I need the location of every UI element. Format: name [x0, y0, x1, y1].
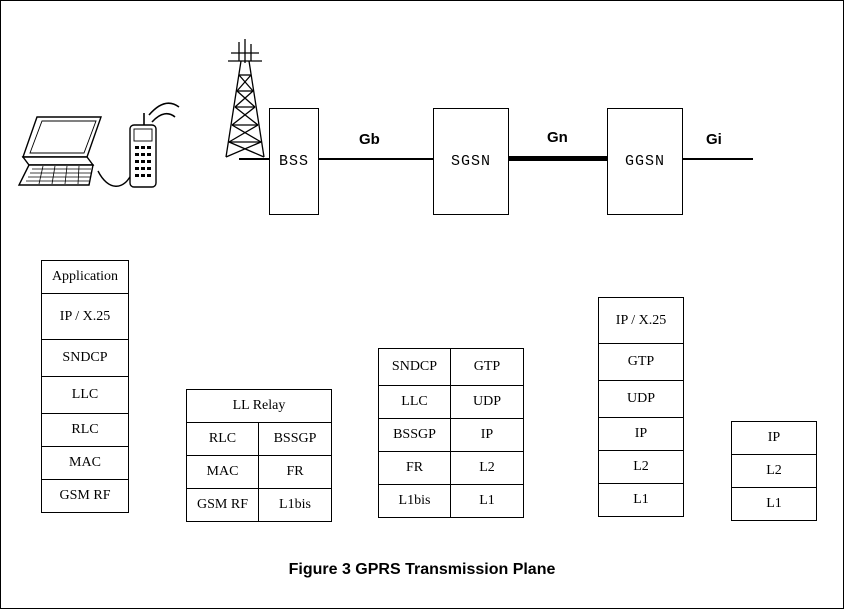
protocol-layer-cell: BSSGP: [379, 419, 451, 451]
protocol-layer-cell: UDP: [626, 391, 655, 406]
protocol-layer-cell: RLC: [71, 422, 99, 437]
figure-caption: Figure 3 GPRS Transmission Plane: [288, 561, 556, 578]
stack-row: [599, 298, 683, 344]
protocol-layer-cell: L1bis: [379, 485, 451, 517]
protocol-layer-cell: L2: [479, 460, 495, 475]
stack-row: [379, 419, 523, 452]
ggsn-protocol-stack: [598, 297, 684, 517]
protocol-layer-cell: GTP: [473, 359, 501, 374]
stack-row: [599, 381, 683, 418]
stack-row: [42, 480, 128, 512]
stack-row: [379, 349, 523, 386]
protocol-layer-cell: L2: [766, 463, 782, 478]
protocol-layer-cell: SNDCP: [379, 349, 451, 385]
stack-row: [42, 294, 128, 340]
stack-row: [187, 456, 331, 489]
protocol-layer-cell: SNDCP: [62, 350, 108, 365]
mobile-phone-icon: [119, 83, 189, 193]
protocol-layer-cell: IP: [480, 427, 494, 442]
protocol-layer-cell: IP / X.25: [615, 312, 667, 328]
gn-interface-label: Gn: [547, 129, 568, 146]
protocol-layer-cell: FR: [379, 452, 451, 484]
protocol-layer-cell: L2: [633, 459, 649, 474]
stack-row: [42, 414, 128, 447]
protocol-layer-cell: BSSGP: [273, 431, 317, 446]
protocol-layer-cell: L1bis: [279, 497, 311, 512]
sgsn-protocol-stack: [378, 348, 524, 518]
protocol-layer-cell: MAC: [187, 456, 259, 488]
stack-row: [599, 344, 683, 381]
stack-row: [42, 447, 128, 480]
gb-link-line: [317, 158, 433, 160]
stack-row: [599, 451, 683, 484]
protocol-layer-cell: RLC: [187, 423, 259, 455]
protocol-layer-cell: L1: [766, 496, 782, 511]
stack-row: [42, 377, 128, 414]
stack-row: [732, 488, 816, 520]
protocol-layer-cell: IP: [767, 430, 781, 445]
stack-row: [732, 422, 816, 455]
gb-interface-label: Gb: [359, 131, 380, 148]
protocol-layer-cell: GTP: [627, 354, 655, 369]
protocol-layer-cell: LLC: [379, 386, 451, 418]
protocol-layer-cell: IP / X.25: [59, 308, 111, 324]
stack-row: [187, 390, 331, 423]
protocol-layer-cell: FR: [286, 464, 304, 479]
stack-row: [379, 485, 523, 517]
protocol-layer-cell: LLC: [71, 387, 99, 402]
protocol-layer-cell: GSM RF: [187, 489, 259, 521]
ms-protocol-stack: [41, 260, 129, 513]
gi-interface-label: Gi: [706, 131, 722, 148]
gn-link-line: [507, 156, 607, 161]
bss-protocol-stack: [186, 389, 332, 522]
bss-node[interactable]: BSS: [269, 108, 319, 215]
protocol-layer-cell: MAC: [69, 455, 101, 470]
protocol-layer-cell: IP: [634, 426, 648, 441]
stack-row: [379, 452, 523, 485]
stack-row: [42, 340, 128, 377]
stack-row: [42, 261, 128, 294]
stack-row: [599, 484, 683, 516]
sgsn-node[interactable]: SGSN: [433, 108, 509, 215]
protocol-layer-cell: Application: [51, 269, 119, 284]
protocol-layer-cell: LL Relay: [232, 398, 286, 413]
protocol-layer-cell: L1: [633, 492, 649, 507]
stack-row: [599, 418, 683, 451]
protocol-layer-cell: L1: [479, 493, 495, 508]
stack-row: [187, 489, 331, 521]
external-network-protocol-stack: [731, 421, 817, 521]
protocol-layer-cell: GSM RF: [59, 488, 111, 503]
tower-to-bss-link: [239, 158, 269, 160]
stack-row: [187, 423, 331, 456]
gi-link-line: [681, 158, 753, 160]
protocol-layer-cell: UDP: [472, 394, 501, 409]
ggsn-node[interactable]: GGSN: [607, 108, 683, 215]
stack-row: [732, 455, 816, 488]
stack-row: [379, 386, 523, 419]
